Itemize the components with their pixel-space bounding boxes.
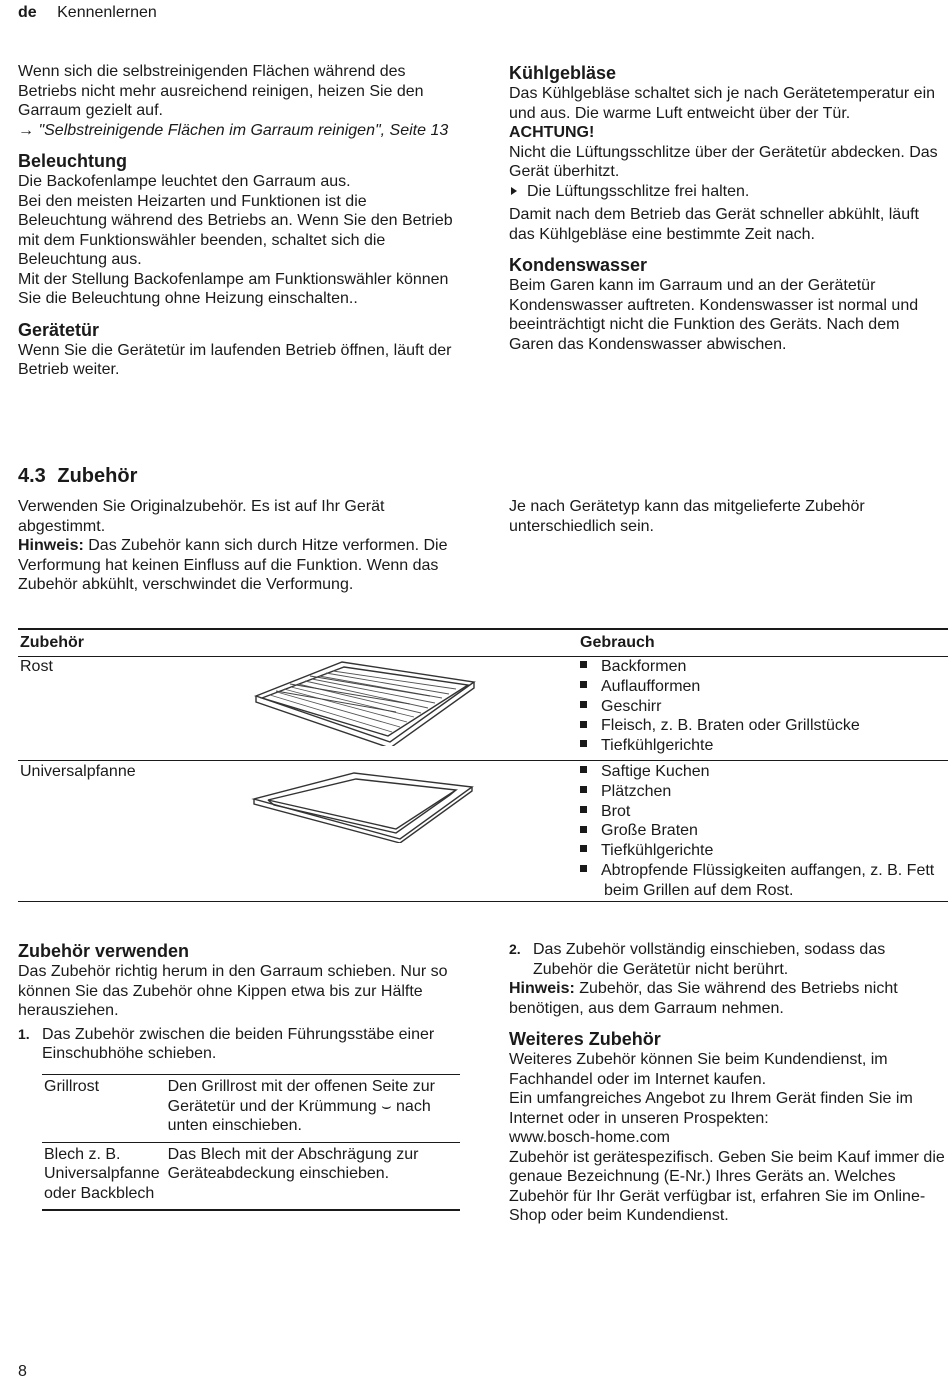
usage-item: Geschirr xyxy=(580,697,860,717)
hinweis-text: Zubehör, das Sie während des Betriebs nicht benötigen, aus dem Garraum nehmen. xyxy=(509,980,898,1017)
use-section-right xyxy=(509,940,945,1226)
usage-item: Tiefkühlgerichte xyxy=(580,736,860,756)
chapter-right-text xyxy=(509,497,945,536)
achtung-paragraph: Nicht die Lüftungsschlitze über der Gerätetür abdecken. Das Gerät überhitzt. xyxy=(509,143,938,180)
kuehlgeblaese-p1: Das Kühlgebläse schaltet sich je nach Gerätetemperatur ein und aus. Die warme Luft entweicht über der Tür. xyxy=(509,85,936,122)
beleuchtung-heading: Beleuchtung xyxy=(18,151,128,171)
bullet-square-icon xyxy=(580,865,587,872)
usage-item: Fleisch, z. B. Braten oder Grillstücke xyxy=(580,716,860,736)
accessory-table-header xyxy=(18,628,948,657)
chapter-right-paragraph: Je nach Gerätetyp kann das mitgelieferte Zubehör unterschiedlich sein. xyxy=(509,498,865,535)
chapter-hinweis xyxy=(18,536,458,595)
kondenswasser-p1: Beim Garen kann im Garraum und an der Gerätetür Kondenswasser auftreten. Kondenswasser ist normal und beeinträchtigt nicht die Funktion des Geräts. Nach dem Garen das Kondenswasser abwischen. xyxy=(509,277,919,353)
accessory-name: Universalpfanne xyxy=(20,763,136,780)
step-number: 2. xyxy=(509,941,521,957)
kondenswasser-heading: Kondenswasser xyxy=(509,255,648,275)
use-section-left xyxy=(18,940,458,1064)
bullet-square-icon xyxy=(580,786,587,793)
usage-item: Backformen xyxy=(580,657,860,677)
geraetetuer-heading: Gerätetür xyxy=(18,319,100,340)
chapter-left-text xyxy=(18,497,458,595)
intro-paragraph: Wenn sich die selbstreinigenden Flächen während des Betriebs nicht mehr ausreichend reinigen, heizen Sie den Garraum gezielt auf. xyxy=(18,63,424,119)
bullet-square-icon xyxy=(580,721,587,728)
item-cell: Blech z. B. Universalpfanne oder Backblech xyxy=(44,1145,160,1202)
table-row xyxy=(18,761,948,902)
table-row xyxy=(42,1142,460,1210)
geraetetuer-p1: Wenn Sie die Gerätetür im laufenden Betrieb öffnen, läuft der Betrieb weiter. xyxy=(18,341,452,378)
use-hinweis xyxy=(509,979,945,1018)
website-link[interactable]: www.bosch-home.com xyxy=(509,1129,670,1146)
instruction-cell: Das Blech mit der Abschrägung zur Geräteabdeckung einschieben. xyxy=(167,1145,419,1182)
step-text: Das Zubehör zwischen die beiden Führungsstäbe einer Einschubhöhe schieben. xyxy=(42,1025,435,1062)
table-row xyxy=(42,1075,460,1143)
step-number: 1. xyxy=(18,1025,30,1042)
weiteres-zubehoer-heading: Weiteres Zubehör xyxy=(509,1029,661,1049)
page-header xyxy=(18,4,157,22)
wire-rack-illustration xyxy=(250,658,480,746)
more-p3: Zubehör ist gerätespezifisch. Geben Sie beim Kauf immer die genaue Bezeichnung (E-Nr.) Ihres Geräts an. Welches Zubehör für Ihr Gerät verfügbar ist, erfahren Sie im Online-Shop oder beim Kundendienst. xyxy=(509,1148,945,1224)
cross-reference: → "Selbstreinigende Flächen im Garraum reinigen", Seite 13 xyxy=(18,121,449,139)
col-header-accessory: Zubehör xyxy=(20,634,84,651)
baking-pan-illustration xyxy=(250,769,480,843)
achtung-label: ACHTUNG! xyxy=(509,124,595,141)
more-p2: Ein umfangreiches Angebot zu Ihrem Gerät finden Sie im Internet oder in unseren Prospekten: xyxy=(509,1090,913,1127)
bullet-square-icon xyxy=(580,681,587,688)
usage-item: Abtropfende Flüssigkeiten auffangen, z. B. Fett beim Grillen auf dem Rost. xyxy=(580,861,950,901)
right-top-column xyxy=(509,62,945,354)
language-code: de xyxy=(18,4,37,21)
bullet-square-icon xyxy=(580,661,587,668)
hinweis-text: Das Zubehör kann sich durch Hitze verformen. Die Verformung hat keinen Einfluss auf die Funktion. Wenn das Zubehör abkühlt, verschwindet die Verformung. xyxy=(18,537,448,593)
chapter-number: 4.3 xyxy=(18,465,46,487)
achtung-action xyxy=(509,182,945,202)
hinweis-label: Hinweis: xyxy=(18,537,84,554)
more-p1: Weiteres Zubehör können Sie beim Kundendienst, im Fachhandel oder im Internet kaufen. xyxy=(509,1051,888,1088)
action-arrow-icon xyxy=(511,187,517,195)
item-cell: Grillrost xyxy=(44,1078,100,1095)
left-top-column xyxy=(18,62,458,380)
zubehoer-verwenden-heading: Zubehör verwenden xyxy=(18,941,190,961)
usage-item: Auflaufformen xyxy=(580,677,860,697)
step-2 xyxy=(509,940,945,979)
usage-item: Brot xyxy=(580,802,950,822)
usage-item: Saftige Kuchen xyxy=(580,762,950,782)
accessory-name: Rost xyxy=(20,658,53,675)
achtung-action-text: Die Lüftungsschlitze frei halten. xyxy=(527,182,750,200)
step-1 xyxy=(18,1025,458,1064)
kuehlgeblaese-p2: Damit nach dem Betrieb das Gerät schneller abkühlt, läuft das Kühlgebläse eine bestimmte Zeit nach. xyxy=(509,206,919,243)
step-text: Das Zubehör vollständig einschieben, sodass das Zubehör die Gerätetür nicht berührt. xyxy=(533,941,886,978)
bullet-square-icon xyxy=(580,845,587,852)
beleuchtung-p1: Die Backofenlampe leuchtet den Garraum aus. xyxy=(18,173,351,190)
table-row xyxy=(18,656,948,761)
bullet-square-icon xyxy=(580,826,587,833)
use-intro: Das Zubehör richtig herum in den Garraum schieben. Nur so können Sie das Zubehör ohne Kippen etwa bis zur Hälfte herausziehen. xyxy=(18,963,448,1019)
col-header-usage: Gebrauch xyxy=(580,634,655,651)
page-number: 8 xyxy=(18,1363,27,1380)
usage-item: Plätzchen xyxy=(580,782,950,802)
header-title: Kennenlernen xyxy=(57,4,157,21)
instruction-cell: Den Grillrost mit der offenen Seite zur Gerätetür und der Krümmung ⌣ nach unten einschieben. xyxy=(167,1078,435,1134)
bullet-square-icon xyxy=(580,701,587,708)
chapter-intro: Verwenden Sie Originalzubehör. Es ist auf Ihr Gerät abgestimmt. xyxy=(18,498,385,535)
usage-list xyxy=(580,762,950,901)
beleuchtung-p3: Mit der Stellung Backofenlampe am Funktionswähler können Sie die Beleuchtung ohne Heizung einschalten.. xyxy=(18,270,449,307)
hinweis-label: Hinweis: xyxy=(509,980,575,997)
bullet-square-icon xyxy=(580,766,587,773)
usage-list xyxy=(580,657,860,756)
bullet-square-icon xyxy=(580,806,587,813)
chapter-title: Zubehör xyxy=(57,465,138,487)
insertion-table xyxy=(42,1074,460,1211)
chapter-heading xyxy=(18,464,137,488)
kuehlgeblaese-heading: Kühlgebläse xyxy=(509,63,617,83)
beleuchtung-p2: Bei den meisten Heizarten und Funktionen ist die Beleuchtung während des Betriebs an. Wenn Sie den Betrieb mit dem Funktionswähler beenden, schaltet sich die Beleuchtung aus. xyxy=(18,192,453,268)
usage-item: Große Braten xyxy=(580,821,950,841)
bullet-square-icon xyxy=(580,740,587,747)
usage-item: Tiefkühlgerichte xyxy=(580,841,950,861)
